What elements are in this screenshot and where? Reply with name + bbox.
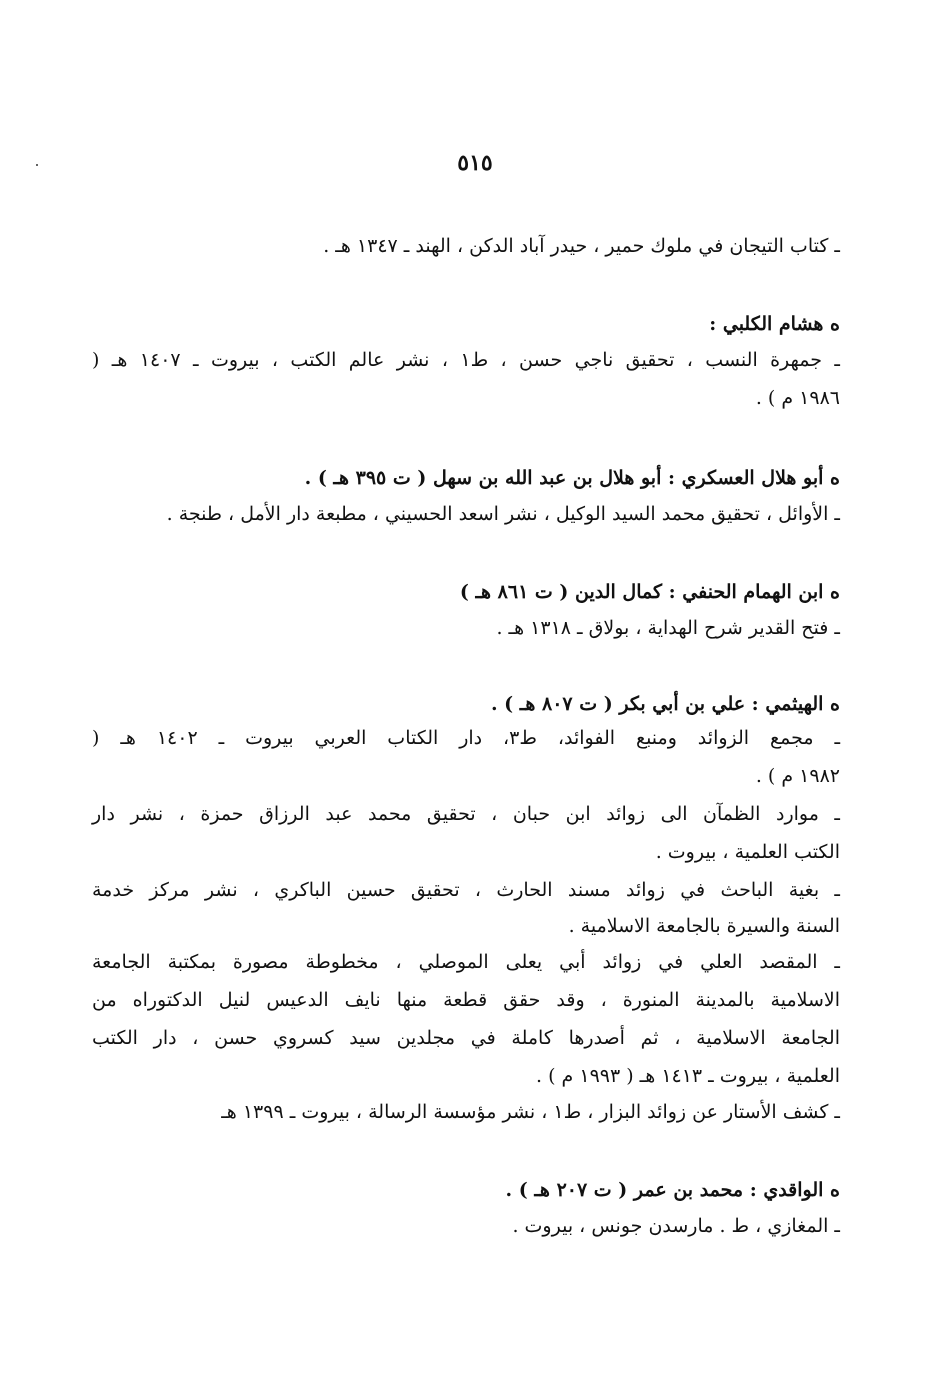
- entry-line-continuation: الاسلامية بالمدينة المنورة ، وقد حقق قطعة منها نايف الدعيس لنيل الدكتوراه من: [92, 989, 840, 1011]
- author-heading: ه الهيثمي : علي بن أبي بكر ( ت ٨٠٧ هـ ) .: [490, 693, 840, 715]
- entry-line: ـ جمهرة النسب ، تحقيق ناجي حسن ، ط١ ، نشر عالم الكتب ، بيروت ـ ١٤٠٧ هـ (: [92, 349, 840, 371]
- entry-line: ـ مجمع الزوائد ومنبع الفوائد، ط٣، دار الكتاب العربي بيروت ـ ١٤٠٢ هـ (: [92, 727, 841, 749]
- author-heading: ه أبو هلال العسكري : أبو هلال بن عبد الله بن سهل ( ت ٣٩٥ هـ ) .: [304, 467, 840, 489]
- entry-line-continuation: العلمية ، بيروت ـ ١٤١٣ هـ ( ١٩٩٣ م ) .: [536, 1065, 840, 1087]
- entry-line: ـ كشف الأستار عن زوائد البزار ، ط١ ، نشر مؤسسة الرسالة ، بيروت ـ ١٣٩٩ هـ: [221, 1101, 840, 1123]
- page-number: ٥١٥: [457, 150, 493, 176]
- author-heading: ه ابن الهمام الحنفي : كمال الدين ( ت ٨٦١ هـ ): [459, 581, 840, 603]
- entry-line: ـ الأوائل ، تحقيق محمد السيد الوكيل ، نشر اسعد الحسيني ، مطبعة دار الأمل ، طنجة .: [166, 503, 840, 525]
- entry-line-continuation: ١٩٨٢ م ) .: [755, 765, 840, 787]
- entry-line-continuation: السنة والسيرة بالجامعة الاسلامية .: [568, 915, 840, 937]
- entry-line: ـ موارد الظمآن الى زوائد ابن حبان ، تحقيق محمد عبد الرزاق حمزة ، نشر دار: [92, 803, 840, 825]
- entry-line: ـ فتح القدير شرح الهداية ، بولاق ـ ١٣١٨ هـ .: [496, 617, 840, 639]
- entry-line-continuation: الجامعة الاسلامية ، ثم أصدرها كاملة في مجلدين سيد كسروي حسن ، دار الكتب: [92, 1027, 840, 1049]
- entry-line-continuation: ١٩٨٦ م ) .: [755, 387, 840, 409]
- entry-line: ـ بغية الباحث في زوائد مسند الحارث ، تحقيق حسين الباكري ، نشر مركز خدمة: [92, 879, 840, 901]
- entry-line-continuation: الكتب العلمية ، بيروت .: [655, 841, 840, 863]
- entry-line: ـ كتاب التيجان في ملوك حمير ، حيدر آباد الدكن ، الهند ـ ١٣٤٧ هـ .: [323, 235, 840, 257]
- entry-line: ـ المقصد العلي في زوائد أبي يعلى الموصلي ، مخطوطة مصورة بمكتبة الجامعة: [92, 951, 840, 973]
- author-heading: ه الواقدي : محمد بن عمر ( ت ٢٠٧ هـ ) .: [505, 1179, 840, 1201]
- author-heading: ه هشام الكلبي :: [709, 313, 840, 335]
- entry-line: ـ المغازي ، ط . مارسدن جونس ، بيروت .: [512, 1215, 840, 1237]
